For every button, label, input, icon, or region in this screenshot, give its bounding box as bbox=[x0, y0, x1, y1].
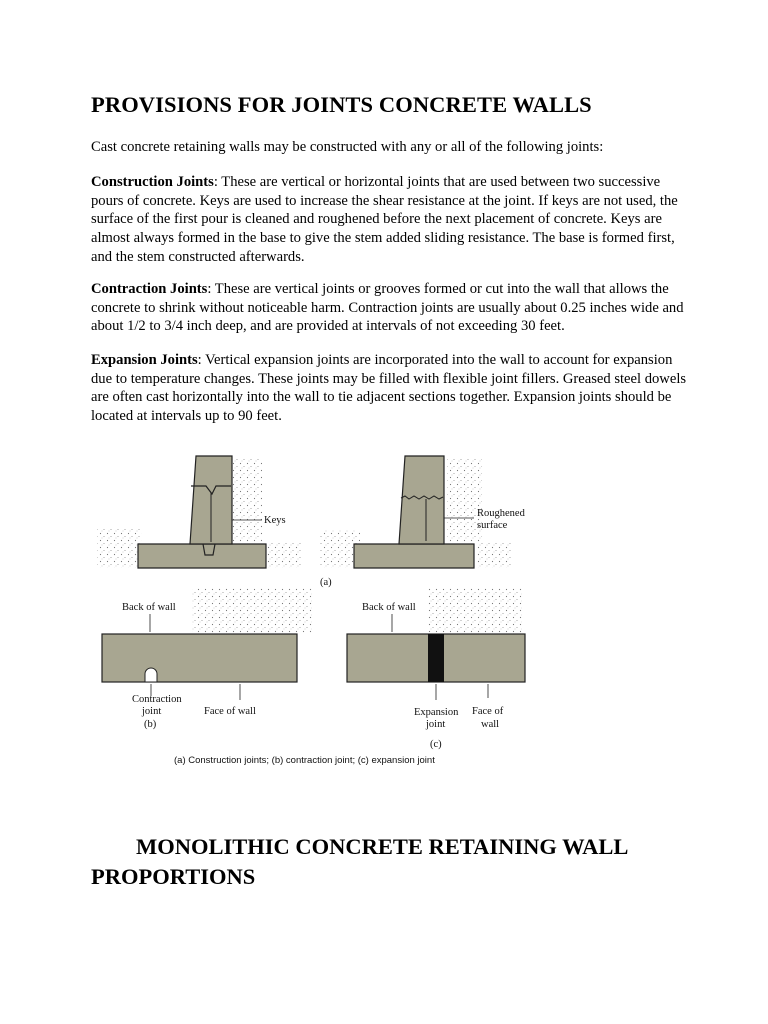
wall-stem bbox=[399, 456, 444, 544]
expansion-label-1: Expansion bbox=[414, 707, 459, 718]
intro-paragraph: Cast concrete retaining walls may be constructed with any or all of the following joints: bbox=[91, 139, 604, 155]
expansion-label-2: joint bbox=[426, 719, 446, 730]
backfill-soil bbox=[192, 588, 312, 633]
roughened-label-1: Roughened bbox=[477, 508, 525, 519]
expansion-joints-paragraph bbox=[91, 351, 691, 426]
front-soil bbox=[97, 528, 142, 568]
contraction-label-2: joint bbox=[142, 706, 162, 717]
back-of-wall-label-c: Back of wall bbox=[362, 602, 416, 613]
figure-caption: (a) Construction joints; (b) contraction joint; (c) expansion joint bbox=[174, 755, 435, 766]
label-a: (a) bbox=[320, 577, 332, 588]
construction-joints-text: : These are vertical or horizontal joints that are used between two successive pours of concrete. Keys are used to increase the shear resistance at the joint. If keys are not used, the surface of the first pour is cleaned and roughened before the next placement of concrete. Keys are almost always formed in the base to give the stem added sliding resistance. The base is formed first, and the stem constructed afterwards. bbox=[91, 174, 678, 265]
contraction-label-1: Contraction bbox=[132, 694, 182, 705]
back-of-wall-label-b: Back of wall bbox=[122, 602, 176, 613]
joints-figure bbox=[92, 448, 532, 768]
section-title: MONOLITHIC CONCRETE RETAINING WALL PROPORTIONS bbox=[91, 834, 628, 889]
contraction-joints-term: Contraction Joints bbox=[91, 281, 208, 297]
panel-b-contraction-joint bbox=[102, 588, 312, 730]
base-slab bbox=[354, 544, 474, 568]
label-b: (b) bbox=[144, 719, 157, 730]
expansion-filler bbox=[428, 634, 444, 682]
label-c: (c) bbox=[430, 739, 442, 750]
base-slab bbox=[138, 544, 266, 568]
contraction-joints-paragraph bbox=[91, 280, 691, 336]
backfill-soil bbox=[427, 588, 522, 633]
face-of-wall-label-c-1: Face of bbox=[472, 706, 504, 717]
panel-a-keyed-joint bbox=[97, 456, 302, 568]
keys-label: Keys bbox=[264, 515, 286, 526]
expansion-joints-text: : Vertical expansion joints are incorporated into the wall to account for expansion due to temperature changes. These joints may be filled with flexible joint fillers. Greased steel dowels are often cast horizontally into the wall to tie adjacent sections together. Expansion joints should be located at intervals up to 90 feet. bbox=[91, 352, 687, 425]
face-of-wall-label-b: Face of wall bbox=[204, 706, 256, 717]
contraction-joints-text: : These are vertical joints or grooves formed or cut into the wall that allows the concrete to shrink without noticeable harm. Contraction joints are usually about 0.25 inches wide and about 1/2 to 3/4 inch deep, and are provided at intervals of not exceeding 30 feet. bbox=[91, 281, 684, 335]
panel-a-roughened-joint bbox=[320, 456, 526, 588]
page-title: PROVISIONS FOR JOINTS CONCRETE WALLS bbox=[91, 92, 592, 117]
back-soil bbox=[267, 543, 302, 568]
roughened-label-2: surface bbox=[477, 520, 508, 531]
panel-c-expansion-joint bbox=[347, 588, 525, 750]
back-soil bbox=[477, 543, 512, 568]
backfill-soil bbox=[232, 458, 262, 543]
joints-figure-drawing bbox=[92, 448, 532, 768]
contraction-groove bbox=[145, 668, 157, 682]
construction-joints-term: Construction Joints bbox=[91, 174, 214, 190]
expansion-joints-term: Expansion Joints bbox=[91, 352, 198, 368]
face-of-wall-label-c-2: wall bbox=[481, 719, 500, 730]
wall-plan bbox=[102, 634, 297, 682]
construction-joints-paragraph bbox=[91, 173, 691, 267]
